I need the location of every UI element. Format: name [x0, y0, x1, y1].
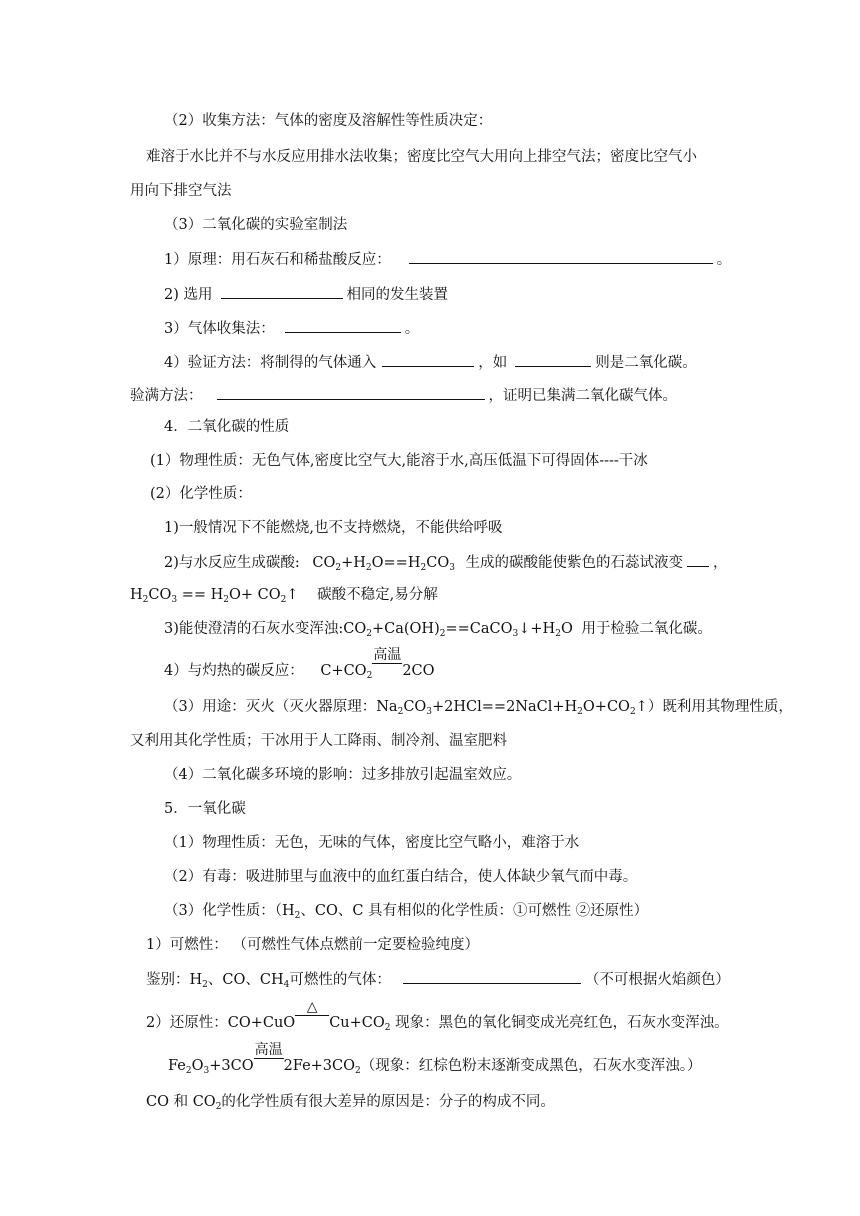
text-line: 1)一般情况下不能燃烧,也不支持燃烧，不能供给呼吸 — [164, 520, 503, 536]
text-segment: （3）化学性质：（H — [164, 903, 295, 919]
text-line: (2）化学性质： — [150, 486, 252, 502]
fill-blank[interactable] — [409, 249, 713, 264]
fill-blank[interactable] — [217, 385, 485, 400]
text-segment: 的化学性质有很大差异的原因是：分子的构成不同。 — [221, 1094, 555, 1110]
section-heading: 4．二氧化碳的性质 — [164, 419, 290, 435]
text-segment: ）既利用其物理性质， — [647, 699, 793, 715]
text-line: 又利用其化学性质；干冰用于人工降雨、制冷剂、温室肥料 — [130, 733, 507, 749]
text-line: （1）物理性质：无色，无味的气体，密度比空气略小，难溶于水 — [164, 835, 580, 851]
text-segment: 2) 选用 — [164, 287, 213, 303]
text-segment: （3）用途：灭火（灭火器原理： — [164, 699, 377, 715]
text-segment: 4）验证方法：将制得的气体通入 — [164, 355, 377, 371]
text-segment: ， — [713, 555, 728, 571]
fill-blank[interactable] — [403, 969, 581, 984]
formula: $H_2CO_3 == H_2O+$ $CO_2↑$ — [130, 587, 299, 605]
text-segment: 生成的碳酸能使紫色的石蕊试液变 — [465, 555, 684, 571]
text-segment: 则是二氧化碳。 — [595, 355, 697, 371]
text-line — [164, 647, 435, 681]
formula: $CO_2+H_2O==H_2CO_3$ — [312, 555, 455, 573]
text-line — [164, 249, 731, 269]
text-line: （4）二氧化碳多环境的影响：过多排放引起温室效应。 — [164, 767, 522, 783]
text-line — [146, 936, 479, 954]
section-heading: 5．一氧化碳 — [164, 801, 246, 817]
text-line — [164, 620, 712, 638]
text-line — [130, 385, 677, 405]
text-line: 2）还原性：CO+CuO △ $Cu+CO_2$ 现象：黑色的氧化铜变成光亮红色，石灰水变浑浊。 — [146, 999, 729, 1033]
text-segment: 鉴别：H — [146, 972, 203, 988]
text-segment: 1）原理：用石灰石和稀盐酸反应： — [164, 252, 391, 268]
section-heading: （3）二氧化碳的实验室制法 — [164, 217, 348, 233]
text-segment: 相同的发生装置 — [346, 287, 448, 303]
fill-blank[interactable] — [382, 352, 474, 367]
text-line — [164, 352, 697, 372]
text-line: （2）收集方法：气体的密度及溶解性等性质决定： — [164, 113, 493, 129]
text-line: 难溶于水比并不与水反应用排水法收集；密度比空气大用向上排空气法；密度比空气小 — [146, 149, 697, 165]
formula: $C+CO_2$ 高温 2CO — [320, 647, 435, 681]
reaction-condition: △ — [295, 1014, 329, 1032]
text-line: $Fe_2O_3+3CO$ 高温 $2Fe+3CO_2$（现象：红棕色粉末逐渐变成黑色，石灰水变浑浊。） — [168, 1042, 702, 1076]
text-segment: 现象：黑色的氧化铜变成光亮红色，石灰水变浑浊。 — [390, 1015, 729, 1031]
text-segment: （不可根据火焰颜色） — [584, 972, 730, 988]
text-line: （3）化学性质：（$H_2$、CO、C 具有相似的化学性质：①可燃性 ②还原性） — [164, 903, 649, 921]
text-line — [130, 586, 438, 604]
fill-blank[interactable] — [687, 552, 709, 567]
text-segment: 3)能使澄清的石灰水变浑浊: — [164, 621, 344, 637]
text-segment: 2)与水反应生成碳酸: — [164, 555, 300, 571]
text-line: (1）物理性质：无色气体,密度比空气大,能溶于水,高压低温下可得固体----干冰 — [150, 453, 648, 469]
text-segment: 可燃性的气体： — [289, 972, 391, 988]
fill-blank[interactable] — [221, 284, 343, 299]
text-segment: （现象：红棕色粉末逐渐变成黑色，石灰水变浑浊。） — [360, 1058, 702, 1074]
fill-blank[interactable] — [285, 318, 401, 333]
text-segment: ，如 — [478, 355, 508, 371]
text-segment: 。 — [404, 321, 420, 337]
text-line: 鉴别：$H_2$、CO、$CH_4$可燃性的气体： （不可根据火焰颜色） — [146, 969, 730, 989]
text-line — [164, 698, 793, 716]
formula: $Na_2CO_3+2HCl==2NaCl+H_2O+CO_2↑$ — [376, 699, 648, 717]
text-line — [164, 318, 419, 338]
text-line: CO 和 $CO_2$的化学性质有很大差异的原因是：分子的构成不同。 — [146, 1094, 555, 1112]
text-line: （2）有毒：吸进肺里与血液中的血红蛋白结合，使人体缺少氧气而中毒。 — [164, 869, 638, 885]
reaction-condition: 高温 — [373, 647, 402, 663]
text-segment: 4）与灼热的碳反应： — [164, 663, 304, 679]
text-segment: 、CO、CH — [207, 972, 284, 988]
text-segment: 、CO、C 具有相似的化学性质：①可燃性 ②还原性） — [300, 903, 649, 919]
text-line — [164, 552, 728, 572]
text-segment: CO 和 CO — [146, 1094, 216, 1110]
text-segment: 碳酸不稳定,易分解 — [317, 587, 438, 603]
fill-blank[interactable] — [515, 352, 591, 367]
text-segment: ，证明已集满二氧化碳气体。 — [488, 388, 677, 404]
text-line: 用向下排空气法 — [130, 183, 232, 199]
text-segment: 3）气体收集法： — [164, 321, 275, 337]
text-segment: 2）还原性：CO+CuO — [146, 1015, 296, 1031]
text-segment: （可燃性气体点燃前一定要检验纯度） — [239, 937, 479, 953]
text-segment: 验满方法： — [130, 388, 203, 404]
formula: $CO_2+Ca(OH)_2==CaCO_3↓+H_2O$ — [343, 621, 573, 639]
text-line — [164, 284, 448, 304]
text-segment: Cu+CO — [329, 1015, 385, 1031]
text-segment: 。 — [716, 252, 732, 268]
text-segment: 用于检验二氧化碳。 — [581, 621, 712, 637]
reaction-condition: 高温 — [254, 1042, 283, 1058]
text-segment: 1）可燃性： — [146, 937, 228, 953]
